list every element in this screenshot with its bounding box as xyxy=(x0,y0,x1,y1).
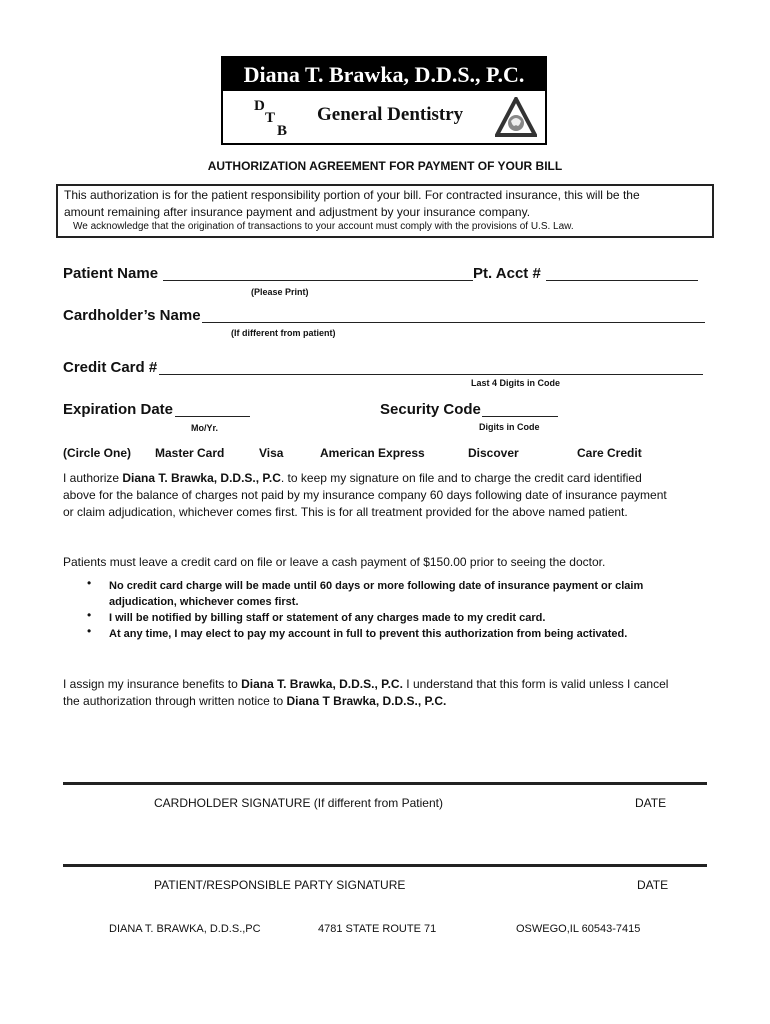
authorize-pre: I authorize xyxy=(63,471,123,485)
footer-city: OSWEGO,IL 60543-7415 xyxy=(516,923,641,935)
logo-letter-d: D xyxy=(254,98,265,114)
bullet-icon: • xyxy=(87,576,92,590)
bullet-icon: • xyxy=(87,608,92,622)
bullet-3: At any time, I may elect to pay my account in full to prevent this authorization from being activated. xyxy=(109,628,628,640)
card-option-amex[interactable]: American Express xyxy=(320,446,425,460)
tooth-triangle-emblem-icon xyxy=(495,97,537,137)
credit-card-hint: Last 4 Digits in Code xyxy=(471,378,561,388)
assign-line2-pre: the authorization through written notice to xyxy=(63,694,287,708)
form-title: AUTHORIZATION AGREEMENT FOR PAYMENT OF YOUR BILL xyxy=(207,159,563,173)
security-code-field[interactable] xyxy=(482,400,558,417)
practice-logo xyxy=(221,56,547,145)
patient-name-label: Patient Name xyxy=(63,265,159,282)
bullet-2: I will be notified by billing staff or statement of any charges made to my credit card. xyxy=(109,612,546,624)
assign-pre: I assign my insurance benefits to xyxy=(63,677,242,691)
bullet-1-line-1: No credit card charge will be made until 60 days or more following date of insurance payment or claim xyxy=(109,580,644,592)
patient-date-label: DATE xyxy=(637,878,669,892)
footer-address: 4781 STATE ROUTE 71 xyxy=(318,923,437,935)
notice-line-1: This authorization is for the patient responsibility portion of your bill. For contracted insurance, this will be the xyxy=(64,188,640,202)
assign-mid: I understand that this form is valid unless I cancel xyxy=(402,677,669,691)
assign-practice-name: Diana T. Brawka, D.D.S., P.C. xyxy=(241,677,403,691)
patient-name-hint: (Please Print) xyxy=(251,287,309,297)
card-type-prompt: (Circle One) xyxy=(63,446,132,460)
practice-name: Diana T. Brawka, D.D.S., P.C. xyxy=(223,58,545,91)
security-code-hint: Digits in Code xyxy=(479,422,540,432)
cardholder-hint: (If different from patient) xyxy=(231,328,336,338)
cash-policy-text: Patients must leave a credit card on file or leave a cash payment of $150.00 prior to seeing the doctor. xyxy=(63,555,606,569)
cardholder-signature-label: CARDHOLDER SIGNATURE (If different from Patient) xyxy=(154,796,443,810)
card-option-discover[interactable]: Discover xyxy=(468,446,519,460)
logo-letter-t: T xyxy=(265,110,276,126)
expiration-label: Expiration Date xyxy=(63,401,174,418)
cardholder-date-label: DATE xyxy=(635,796,667,810)
assign-line-1 xyxy=(63,676,668,693)
authorize-post: . to keep my signature on file and to charge the credit card identified xyxy=(280,471,642,485)
card-option-care-credit[interactable]: Care Credit xyxy=(577,446,642,460)
expiration-hint: Mo/Yr. xyxy=(191,423,219,433)
patient-signature-label: PATIENT/RESPONSIBLE PARTY SIGNATURE xyxy=(154,878,406,892)
bullet-1-line-2: adjudication, whichever comes first. xyxy=(109,596,299,608)
patient-name-field[interactable] xyxy=(163,264,473,281)
authorize-line-1 xyxy=(63,470,642,487)
footer-practice-name: DIANA T. BRAWKA, D.D.S.,PC xyxy=(109,923,261,935)
notice-box xyxy=(56,184,714,238)
credit-card-label: Credit Card # xyxy=(63,359,158,376)
assign-practice-name-2: Diana T Brawka, D.D.S., P.C. xyxy=(286,694,447,708)
assign-line-2 xyxy=(63,693,446,710)
authorize-line-3: or claim adjudication, whichever comes first. This is for all treatment provided for the above named patient. xyxy=(63,505,628,519)
credit-card-field[interactable] xyxy=(159,358,703,375)
notice-line-3: We acknowledge that the origination of transactions to your account must comply with the provisions of U.S. Law. xyxy=(73,221,574,232)
pt-acct-label: Pt. Acct # xyxy=(473,265,541,282)
cardholder-name-label: Cardholder’s Name xyxy=(63,307,201,324)
cardholder-name-field[interactable] xyxy=(202,306,705,323)
expiration-field[interactable] xyxy=(175,400,250,417)
card-option-mastercard[interactable]: Master Card xyxy=(155,446,225,460)
card-option-visa[interactable]: Visa xyxy=(259,446,284,460)
notice-line-2: amount remaining after insurance payment and adjustment by your insurance company. xyxy=(64,205,531,219)
logo-letter-b: B xyxy=(277,123,288,139)
security-code-label: Security Code xyxy=(380,401,481,418)
authorize-line-2: above for the balance of charges not paid by my insurance company 60 days following date of insurance payment xyxy=(63,488,667,502)
practice-subtitle: General Dentistry xyxy=(317,104,464,125)
pt-acct-field[interactable] xyxy=(546,264,698,281)
bullet-icon: • xyxy=(87,624,92,638)
authorize-practice-name: Diana T. Brawka, D.D.S., P.C xyxy=(122,471,281,485)
patient-signature-line[interactable] xyxy=(63,864,707,867)
cardholder-signature-line[interactable] xyxy=(63,782,707,785)
